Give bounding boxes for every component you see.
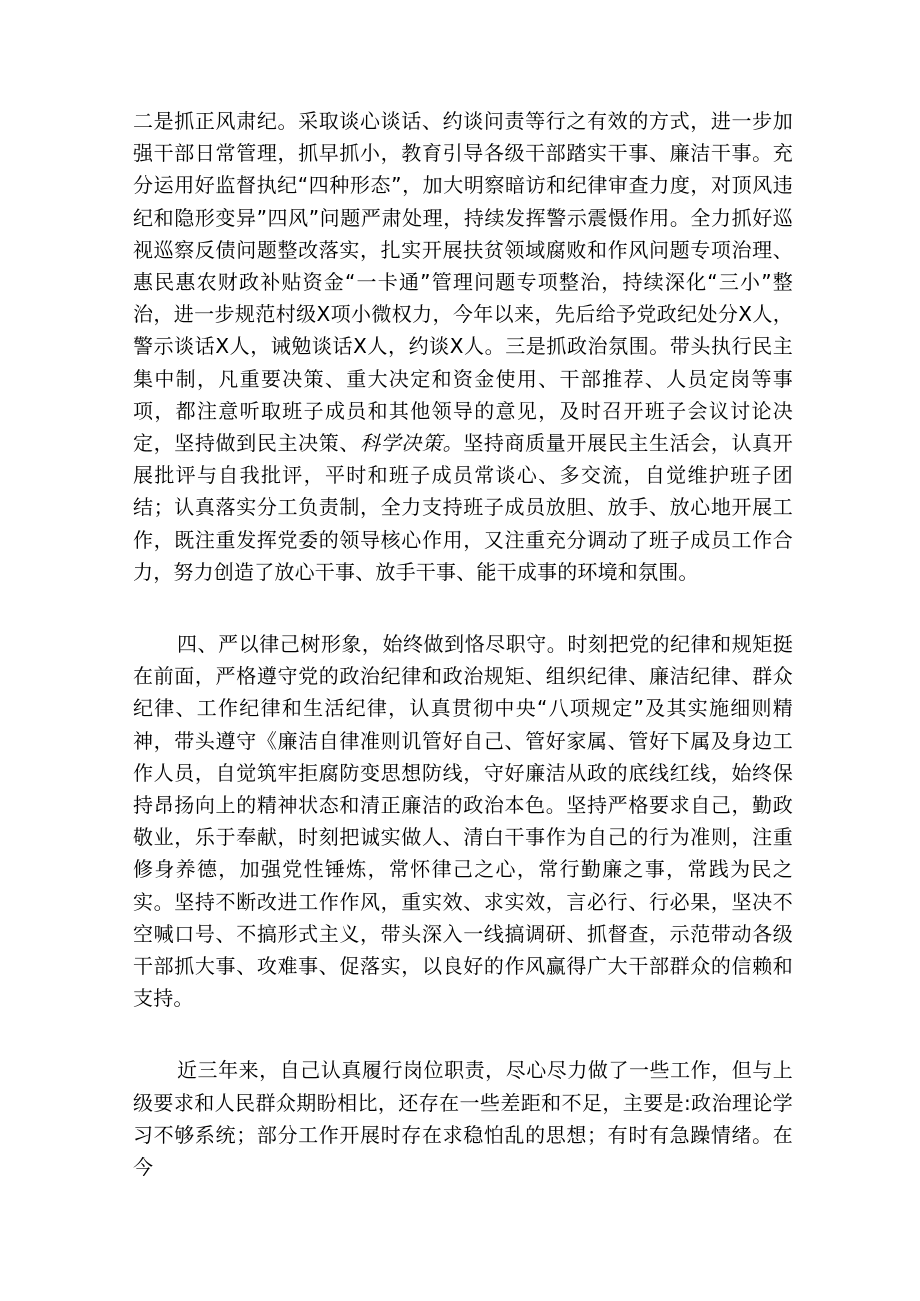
paragraph-shortcomings: 近三年来，自己认真履行岗位职责，尽心尽力做了一些工作，但与上级要求和人民群众期盼相比，还存在一些差距和不足，主要是:政治理论学习不够系统；部分工作开展时存在求稳怕乱的思想；有时有急躁情绪。在今 [133, 1058, 793, 1180]
paragraph-discipline-italic-text: 科学决策。 [360, 431, 464, 456]
paragraph-self-discipline: 四、严以律己树形象，始终做到恪尽职守。时刻把党的纪律和规矩挺在前面，严格遵守党的政治纪律和政治规矩、组织纪律、廉洁纪律、群众纪律、工作纪律和生活纪律，认真贯彻中央“八项规定”及其实施细则精神，带头遵守《廉洁自律准则讥管好自己、管好家属、管好下属及身边工作人员，自觉筑牢拒腐防变思想防线，守好廉洁从政的底线红线，始终保持昂扬向上的精神状态和清正廉洁的政治本色。坚持严格要求自己，勤政敬业，乐于奉献，时刻把诚实做人、清白干事作为自己的行为准则，注重修身养德，加强党性锤炼，常怀律己之心，常行勤廉之事，常践为民之实。坚持不断改进工作作风，重实效、求实效，言必行、行必果，坚决不空喊口号、不搞形式主义，带头深入一线搞调研、抓督查，示范带动各级干部抓大事、攻难事、促落实，以良好的作风赢得广大干部群众的信赖和支持。 [133, 632, 793, 1011]
paragraph-gap [133, 588, 793, 628]
paragraph-discipline [133, 105, 793, 588]
document-page [133, 105, 793, 1183]
paragraph-discipline-text: 二是抓正风肃纪。采取谈心谈话、约谈问责等行之有效的方式，进一步加强干部日常管理，抓早抓小，教育引导各级干部踏实干事、廉洁干事。充分运用好监督执纪“四种形态”，加大明察暗访和纪律审查力度，对顶风违纪和隐形变异”四风”问题严肃处理，持续发挥警示震慑作用。全力抓好巡视巡察反债问题整改落实，扎实开展扶贫领域腐败和作风问题专项治理、惠民惠农财政补贴资金“一卡通”管理问题专项整治，持续深化“三小”整治，进一步规范村级X项小微权力，今年以来，先后给予党政纪处分X人，警示谈话X人，诫勉谈话X人，约谈X人。三是抓政治氛围。带头执行民主集中制，凡重要决策、重大决定和资金使用、干部推荐、人员定岗等事项，都注意听取班子成员和其他领导的意见，及时召开班子会议讨论决定，坚持做到民主决策、 [133, 109, 793, 456]
paragraph-discipline-text-continued: 坚持商质量开展民主生活会，认真开展批评与自我批评，平时和班子成员常谈心、多交流，自觉维护班子团结；认真落实分工负责制，全力支持班子成员放胆、放手、放心地开展工作，既注重发挥党委的领导核心作用，又注重充分调动了班子成员工作合力，努力创造了放心干事、放手干事、能干成事的环境和氛围。 [133, 431, 794, 584]
paragraph-gap [133, 1014, 793, 1054]
